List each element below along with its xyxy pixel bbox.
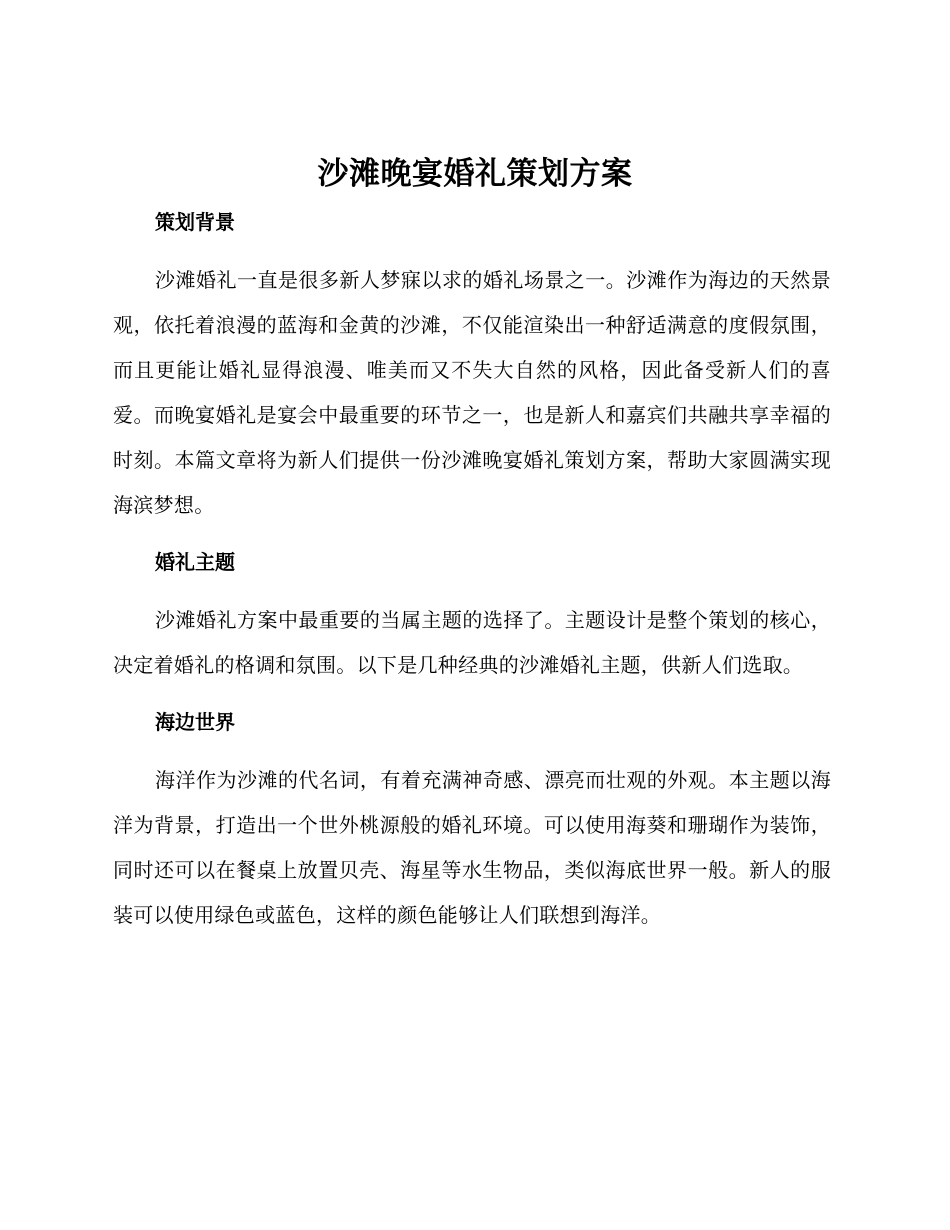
section-paragraph-ocean-world: 海洋作为沙滩的代名词，有着充满神奇感、漂亮而壮观的外观。本主题以海洋为背景，打造出一个世外桃源般的婚礼环境。可以使用海葵和珊瑚作为装饰，同时还可以在餐桌上放置贝壳、海星等水生物品，类似海底世界一般。新人的服装可以使用绿色或蓝色，这样的颜色能够让人们联想到海洋。 (113, 768, 831, 927)
section-heading-ocean-world: 海边世界 (155, 710, 235, 734)
section-paragraph-background: 沙滩婚礼一直是很多新人梦寐以求的婚礼场景之一。沙滩作为海边的天然景观，依托着浪漫的蓝海和金黄的沙滩，不仅能渲染出一种舒适满意的度假氛围，而且更能让婚礼显得浪漫、唯美而又不失大自然的风格，因此备受新人们的喜爱。而晚宴婚礼是宴会中最重要的环节之一，也是新人和嘉宾们共融共享幸福的时刻。本篇文章将为新人们提供一份沙滩晚宴婚礼策划方案，帮助大家圆满实现海滨梦想。 (113, 268, 831, 517)
page-title: 沙滩晚宴婚礼策划方案 (317, 156, 633, 192)
section-paragraph-theme: 沙滩婚礼方案中最重要的当属主题的选择了。主题设计是整个策划的核心，决定着婚礼的格调和氛围。以下是几种经典的沙滩婚礼主题，供新人们选取。 (113, 608, 831, 677)
section-heading-theme: 婚礼主题 (155, 550, 235, 574)
section-heading-background: 策划背景 (155, 210, 235, 234)
document-body (113, 200, 831, 938)
